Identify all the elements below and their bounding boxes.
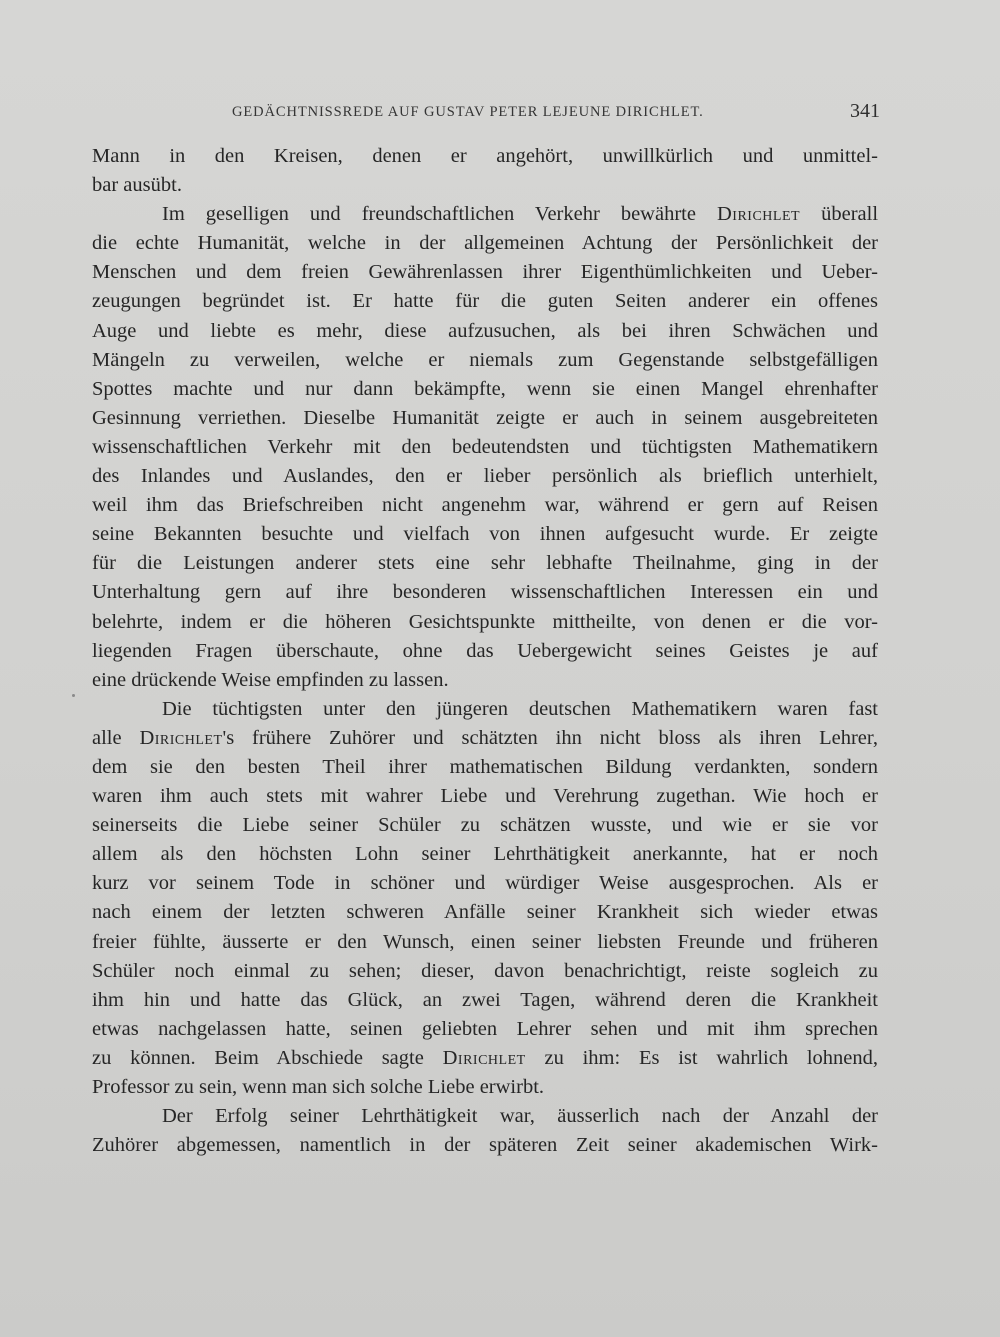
text-fragment: überall xyxy=(821,203,879,226)
text-line: bar ausübt. xyxy=(92,174,182,197)
text-line: Menschen und dem freien Gewährenlassen ihrer Eigenthümlichkeiten und Ueber- xyxy=(92,261,878,284)
person-name: Dirichlet xyxy=(442,1046,526,1069)
text-line: des Inlandes und Auslandes, den er lieber persönlich als brieflich unterhielt, xyxy=(92,465,878,488)
text-line: Zuhörer abgemessen, namentlich in der späteren Zeit seiner akademischen Wirk- xyxy=(92,1134,878,1157)
text-line: belehrte, indem er die höheren Gesichtspunkte mittheilte, von denen er die vor- xyxy=(92,610,878,633)
text-line: wissenschaftlichen Verkehr mit den bedeutendsten und tüchtigsten Mathematikern xyxy=(92,435,878,458)
text-line xyxy=(92,200,878,229)
text-line: Der Erfolg seiner Lehrthätigkeit war, äusserlich nach der Anzahl der xyxy=(162,1105,878,1128)
text-line: Mann in den Kreisen, denen er angehört, unwillkürlich und unmittel- xyxy=(92,145,878,167)
text-line: liegenden Fragen überschaute, ohne das Uebergewicht seines Geistes je auf xyxy=(92,639,878,662)
text-line xyxy=(92,724,878,753)
text-line: für die Leistungen anderer stets eine sehr lebhafte Theilnahme, ging in der xyxy=(92,552,878,575)
person-name: Dirichlet xyxy=(716,203,801,226)
text-line: kurz vor seinem Tode in schöner und würdiger Weise ausgesprochen. Als er xyxy=(92,872,878,895)
text-line: die echte Humanität, welche in der allgemeinen Achtung der Persönlichkeit der xyxy=(92,232,878,255)
running-head xyxy=(90,101,880,129)
text-line: weil ihm das Briefschreiben nicht angenehm war, während er gern auf Reisen xyxy=(92,494,878,517)
text-fragment: alle xyxy=(92,726,122,749)
margin-speck xyxy=(72,694,75,697)
text-line: Unterhaltung gern auf ihre besonderen wissenschaftlichen Interessen ein und xyxy=(92,581,878,604)
text-fragment: zu ihm: Es ist wahrlich lohnend, xyxy=(544,1046,879,1069)
text-line: ihm hin und hatte das Glück, an zwei Tagen, während deren die Krankheit xyxy=(92,988,878,1011)
text-line: eine drückende Weise empfinden zu lassen. xyxy=(92,668,449,691)
body-text xyxy=(92,142,878,1160)
text-line: Schüler noch einmal zu sehen; dieser, davon benachrichtigt, reiste sogleich zu xyxy=(92,959,878,982)
text-line: dem sie den besten Theil ihrer mathematischen Bildung verdankten, sondern xyxy=(92,755,878,778)
text-line: zeugungen begründet ist. Er hatte für die guten Seiten anderer ein offenes xyxy=(92,290,878,313)
text-line: Spottes machte und nur dann bekämpfte, wenn sie einen Mangel ehrenhafter xyxy=(92,377,878,400)
text-fragment: Im geselligen und freundschaftlichen Verkehr bewährte xyxy=(162,203,696,226)
text-line: freier fühlte, äusserte er den Wunsch, einen seiner liebsten Freunde und früheren xyxy=(92,930,878,953)
text-line xyxy=(92,1044,878,1073)
text-line: seine Bekannten besuchte und vielfach von ihnen aufgesucht wurde. Er zeigte xyxy=(92,523,878,546)
text-line: Auge und liebte es mehr, diese aufzusuchen, als bei ihren Schwächen und xyxy=(92,319,878,342)
text-line: allem als den höchsten Lohn seiner Lehrthätigkeit anerkannte, hat er noch xyxy=(92,843,878,866)
page-number: 341 xyxy=(850,100,880,122)
text-line: waren ihm auch stets mit wahrer Liebe und Verehrung zugethan. Wie hoch er xyxy=(92,785,878,808)
text-fragment: zu können. Beim Abschiede sagte xyxy=(92,1046,424,1069)
text-line: Die tüchtigsten unter den jüngeren deutschen Mathematikern waren fast xyxy=(162,697,878,720)
text-line: Mängeln zu verweilen, welche er niemals zum Gegenstande selbstgefälligen xyxy=(92,348,878,371)
text-line: Professor zu sein, wenn man sich solche Liebe erwirbt. xyxy=(92,1076,545,1098)
text-fragment: 's frühere Zuhörer und schätzten ihn nicht bloss als ihren Lehrer, xyxy=(222,726,878,749)
text-line: seinerseits die Liebe seiner Schüler zu schätzen wusste, und wie er sie vor xyxy=(92,814,878,837)
running-head-title: GEDÄCHTNISSREDE AUF GUSTAV PETER LEJEUNE DIRICHLET. xyxy=(232,104,704,120)
text-line: etwas nachgelassen hatte, seinen geliebten Lehrer sehen und mit ihm sprechen xyxy=(92,1017,878,1040)
text-line: nach einem der letzten schweren Anfälle seiner Krankheit sich wieder etwas xyxy=(92,901,878,924)
text-line: Gesinnung verriethen. Dieselbe Humanität zeigte er auch in seinem ausgebreiteten xyxy=(92,406,878,429)
person-name: Dirichlet xyxy=(139,726,223,749)
